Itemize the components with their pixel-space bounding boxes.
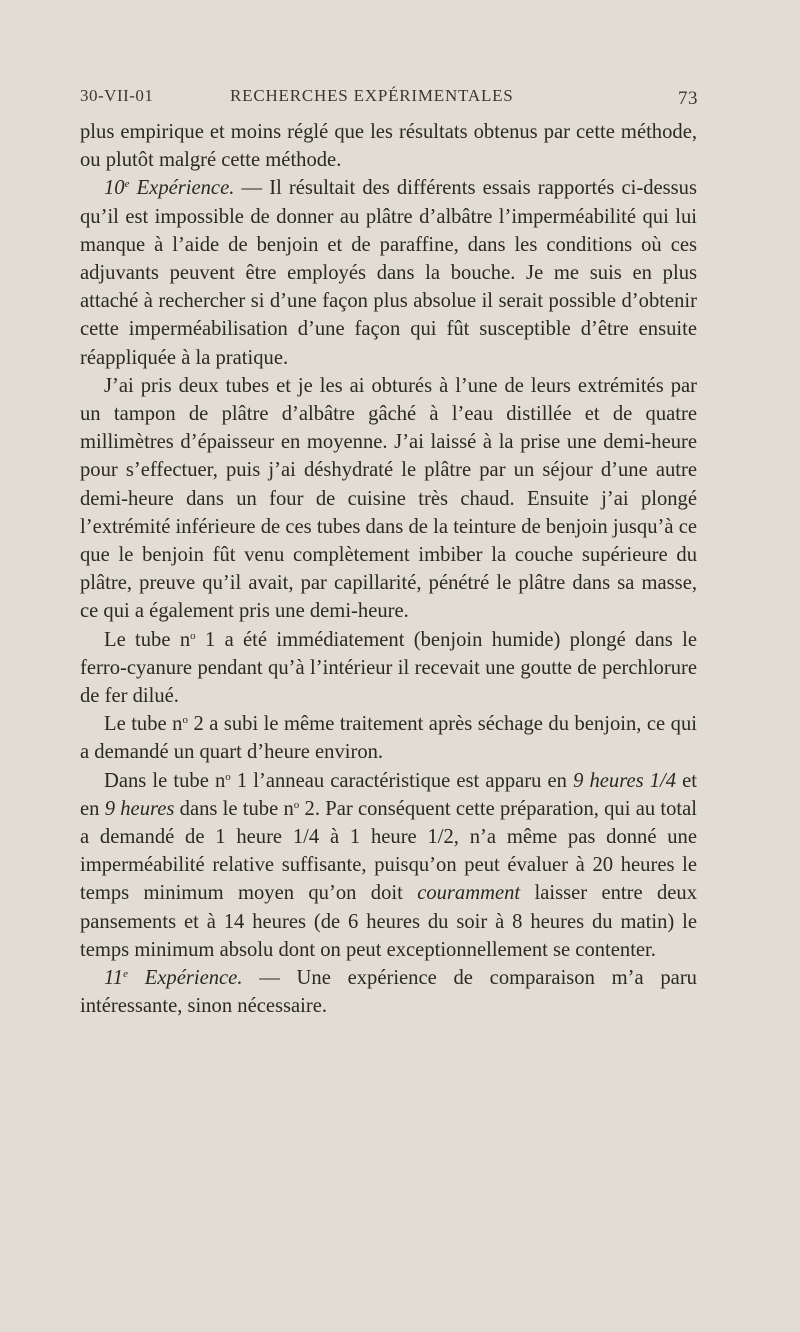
paragraph-4: Le tube $n^o$ 1 a été immédiatement (benjoin humide) plongé dans le ferro-cyanure pendant qu’à l’intérieur il recevait une goutte de perchlorure de fer dilué. bbox=[80, 628, 697, 708]
paragraph-5: Le tube $n^o$ 2 a subi le même traitement après séchage du benjoin, ce qui a demandé un quart d’heure environ. bbox=[80, 713, 697, 764]
paragraph-1: plus empirique et moins réglé que les résultats obtenus par cette méthode, ou plutôt malgré cette méthode. bbox=[80, 121, 697, 172]
paragraph-6: Dans le tube $n^o$ 1 l’anneau caractéristique est apparu en 9 heures 1/4 et en 9 heures dans le tube $n^o$ 2. Par conséquent cette préparation, qui au total a demandé de 1 heure 1/4 à 1 heure 1/2, n’a même pas donné une imperméabilité relative suffisante, puisqu’on peut évaluer à 20 heures le temps minimum moyen qu’on doit couramment laisser entre deux pansements et à 14 heures (de 6 heures du soir à 8 heures du matin) le temps minimum absolu dont on peut exceptionnellement se contenter. bbox=[80, 769, 697, 961]
section-heading-11: 11e Expérience. bbox=[104, 967, 243, 990]
body-text bbox=[80, 118, 697, 1021]
running-header bbox=[80, 82, 700, 112]
section-heading-10: 10e Expérience. bbox=[104, 177, 235, 200]
paragraph-3: J’ai pris deux tubes et je les ai obturés à l’une de leurs extrémités par un tampon de plâtre d’albâtre gâché à l’eau distillée et de quatre millimètres d’épaisseur en moyenne. J’ai laissé à la prise une demi-heure pour s’effectuer, puis j’ai déshydraté le plâtre par un séjour d’une autre demi-heure dans un four de cuisine très chaud. Ensuite j’ai plongé l’extrémité inférieure de ces tubes dans de la teinture de benjoin jusqu’à ce que le benjoin fût venu complètement imbiber la couche supérieure du plâtre, preuve qu’il avait, par capillarité, pénétré le plâtre dans sa masse, ce qui a également pris une demi-heure. bbox=[80, 374, 697, 623]
running-title: RECHERCHES EXPÉRIMENTALES bbox=[230, 86, 514, 105]
paragraph-2: 10e Expérience. — Il résultait des différents essais rapportés ci-dessus qu’il est impossible de donner au plâtre d’albâtre l’imperméabilité qui lui manque à l’aide de benjoin et de paraffine, dans les conditions où ces adjuvants peuvent être employés dans la bouche. Je me suis en plus attaché à rechercher si d’une façon plus absolue il serait possible d’obtenir cette imperméabilisation d’une façon qui fût susceptible d’être ensuite réappliquée à la pratique. bbox=[80, 177, 697, 369]
paragraph-7: 11e Expérience. — Une expérience de comparaison m’a paru intéressante, sinon nécessaire. bbox=[80, 967, 697, 1018]
signature-mark: 30-VII-01 bbox=[80, 86, 154, 105]
page-number: 73 bbox=[678, 88, 698, 109]
